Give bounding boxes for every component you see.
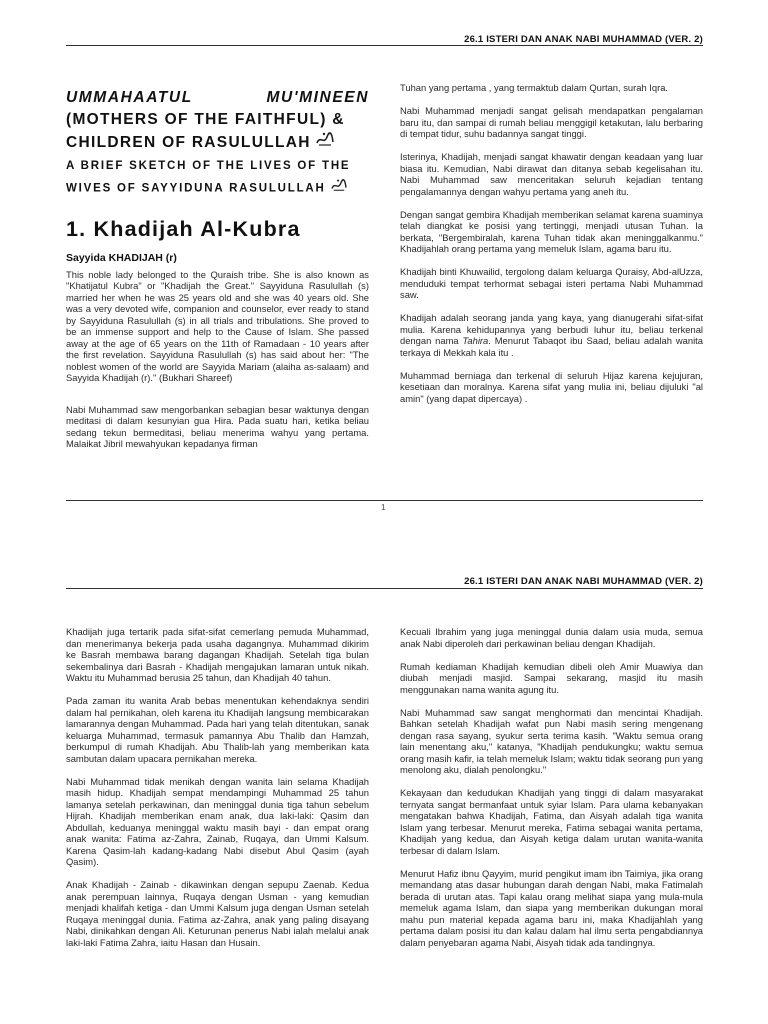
left-column — [66, 626, 369, 960]
paragraph: This noble lady belonged to the Quraish tribe. She is also known as "Khatijatul Kubra" or "Khadijah the Great." Sayyiduna Rasulullah (s) married her when he was 25 years old and she was 40 years old. She was a very devoted wife, companion and counselor, ever ready to stand by Sayyiduna Rasulullah (s) in all trials and tribulations. She proved to be an immense support and help to the Cause of Islam. She passed away at the age of 65 years on the 11th of Ramadaan - 10 years after the first revelation. Sayyiduna Rasulullah (s) has said about her: "The noblest women of the world are Sayyida Mariam (alaiha as-salaam) and Sayyida Khadijah (r)." (Bukhari Shareef) — [66, 268, 369, 384]
header-rule — [66, 588, 703, 589]
title-line-3-text: CHILDREN OF RASULULLAH — [66, 134, 311, 151]
calligraphy-pbuh-icon — [330, 178, 348, 199]
right-column — [400, 626, 703, 960]
chapter-heading: 1. Khadijah Al-Kubra — [66, 217, 301, 242]
page-number: 1 — [381, 503, 386, 512]
paragraph: Rumah kediaman Khadijah kemudian dibeli oleh Amir Muawiya dan diubah menjadi masjid. Sampai sekarang, masjid itu masih menggunakan nama wanita agung itu. — [400, 660, 703, 695]
paragraph: Nabi Muhammad menjadi sangat gelisah mendapatkan pengalaman baru itu, dan sampai di rumah beliau menggigil ketakutan, lalu berbaring di tempat tidur, suhu badannya sangat tinggi. — [400, 105, 703, 139]
paragraph: Nabi Muhammad tidak menikah dengan wanita lain selama Khadijah masih hidup. Khadijah sempat mendampingi Muhammad 25 tahun lamanya setelah perkawinan, dan meninggal dunia tiga tahun sebelum Hijrah. Khadijah memberikan enam anak, dua laki-laki: Qasim dan Abdullah, keduanya meninggal waktu masih bayi - dan empat orang anak wanita: Fatima az-Zahra, Zainab, Ruqaya, dan Ummi Kalsum. Karena Qasim-lah kadang-kadang Nabi disebut Abul Qasim (ayah Qasim). — [66, 775, 369, 867]
paragraph: Muhammad berniaga dan terkenal di seluruh Hijaz karena kejujuran, kesetiaan dan moralnya. Karena sifat yang mulia ini, beliau dijuluki "al amin" (yang dapat dipercaya) . — [400, 369, 703, 404]
paragraph-text: Khadijah adalah seorang janda yang kaya, yang dianugerahi sifat-sifat mulia. Karena kehidupannya yang berbudi luhur itu, beliau terkenal dengan nama — [400, 312, 703, 346]
paragraph: Pada zaman itu wanita Arab bebas menentukan kehendaknya sendiri dalam hal pernikahan, oleh karena itu Khadijah langsung membicarakan lamarannya dengan Muhammad. Pada hari yang telah ditentukan, sanak keluarga Muhammad, termasuk pamannya Abu Thalib dan Hamzah, berkumpul di rumah Khadijah. Abu Thalib-lah yang memberikan kata sambutan dalam upacara pernikahan mereka. — [66, 695, 369, 764]
paragraph: Isterinya, Khadijah, menjadi sangat khawatir dengan keadaan yang luar biasa itu. Kemudian, Nabi dirawat dan ditanya sebab kegelisahan itu. Nabi Muhammad saw menceritakan seluruh kejadian tentang pengalamannya dengan wahyu pertama yang aneh itu. — [400, 151, 703, 197]
brief-line-1: A BRIEF SKETCH OF THE LIVES OF THE — [66, 160, 351, 173]
running-header: 26.1 ISTERI DAN ANAK NABI MUHAMMAD (VER. 2) — [464, 34, 703, 45]
paragraph: Tuhan yang pertama , yang termaktub dalam Qurtan, surah Iqra. — [400, 82, 669, 93]
title-line-3 — [66, 131, 369, 154]
paragraph: Kecuali Ibrahim yang juga meninggal dunia dalam usia muda, semua anak Nabi diperoleh dari perkawinan beliau dengan Khadijah. — [400, 626, 703, 649]
footer-rule — [66, 500, 703, 501]
left-column — [66, 84, 369, 461]
main-title: UMMAHAATUL MU'MINEEN — [66, 89, 369, 106]
paragraph: Menurut Hafiz ibnu Qayyim, murid pengikut imam ibn Taimiya, jika orang memandang atas dasar hubungan darah dengan Nabi, maka Fatimalah berada di urutan atas. Tapi kalau orang melihat siapa yang mula-mula memeluk agama Islam, dan siapa yang memberikan dukungan moral mahu pun material kepada agama baru ini, maka Khadijahlah yang pertama dalam posisi itu dan kalau dalam hal ilmu serta pengabdiannya dalam penyebaran agama Nabi, Aisyah tidak ada tandingnya. — [400, 867, 703, 948]
running-header: 26.1 ISTERI DAN ANAK NABI MUHAMMAD (VER. 2) — [464, 576, 703, 587]
title-line-2: (MOTHERS OF THE FAITHFUL) & — [66, 111, 345, 128]
paragraph: Kekayaan dan kedudukan Khadijah yang tinggi di dalam masyarakat ternyata sangat bermanfaat untuk syiar Islam. Para ulama kebanyakan mengatakan bahwa Khadijah, Fatima, dan Aisyah adalah tiga wanita Islam yang terbesar. Menurut mereka, Fatima sebagai wanita pertama, Khadijah yang kedua, dan Aisyah ketiga dalam urutan wanita-wanita terbesar di dalam Islam. — [400, 787, 703, 856]
paragraph: Dengan sangat gembira Khadijah memberikan selamat karena suaminya telah diangkat ke posisi yang tertinggi, menjadi utusan Tuhan. Ia berkata, "Bergembiralah, karena Tuhan tidak akan meninggalkanmu." Khadijahlah orang pertama yang memeluk Islam, agama baru itu. — [400, 208, 703, 254]
calligraphy-pbuh-icon — [315, 131, 335, 154]
paragraph: Khadijah binti Khuwailid, tergolong dalam keluarga Quraisy, Abd-alUzza, menduduki tempat terhormat sebagai isteri pertama Nabi Muhammad saw. — [400, 266, 703, 300]
brief-line-2 — [66, 178, 369, 199]
right-column — [400, 82, 703, 416]
header-rule — [66, 45, 703, 46]
section-subheading: Sayyida KHADIJAH (r) — [66, 252, 177, 265]
brief-line-2-text: WIVES OF SAYYIDUNA RASULULLAH — [66, 182, 326, 195]
paragraph-text: . Menurut Tabaqot ibu Saad, beliau adalah wanita terkaya di Mekkah kala itu . — [400, 335, 703, 358]
paragraph: Anak Khadijah - Zainab - dikawinkan dengan sepupu Zaenab. Kedua anak perempuan lainnya, Ruqaya dengan Usman - yang kemudian menjadi khalifah ketiga - dan Ummi Kalsum juga dengan Usman setelah Ruqaya meninggal dunia. Fatima az-Zahra, anak yang paling disayang Nabi, dinikahkan dengan Ali. Keturunan penerus Nabi ialah melalui anak laki-laki Fatima Zahra, iaitu Hasan dan Husain. — [66, 879, 369, 948]
paragraph: Khadijah juga tertarik pada sifat-sifat cemerlang pemuda Muhammad, dan menerimanya bekerja pada usaha dagangnya. Muhammad dikirim ke Basrah membawa barang dagangan Khadijah. Setelah tiga bulan sekembalinya dari Basrah - Khadijah mengajukan lamaran untuk nikah. Waktu itu Muhammad berusia 25 tahun, dan Khadijah 40 tahun. — [66, 626, 369, 683]
page-gap — [0, 515, 768, 565]
paragraph — [400, 312, 703, 358]
paragraph: Nabi Muhammad saw mengorbankan sebagian besar waktunya dengan meditasi di dalam kesunyian gua Hira. Pada suatu hari, ketika beliau sedang tekun bermeditasi, beliau menerima wahyu yang pertama. Malaikat Jibril mewahyukan kepadanya firman — [66, 403, 369, 450]
emphasis-text: Tahira — [462, 335, 489, 346]
paragraph: Nabi Muhammad saw sangat menghormati dan mencintai Khadijah. Bahkan setelah Khadijah wafat pun Nabi masih sering mengenang dengan rasa sayang, syukur serta terima kasih. "Waktu semua orang lain menentang aku," katanya, "Khadijah pendukungku; waktu semua orang masih kafir, ia telah memeluk Islam; waktu tidak seorang pun yang menolong aku, dialah penolongku." — [400, 706, 703, 775]
